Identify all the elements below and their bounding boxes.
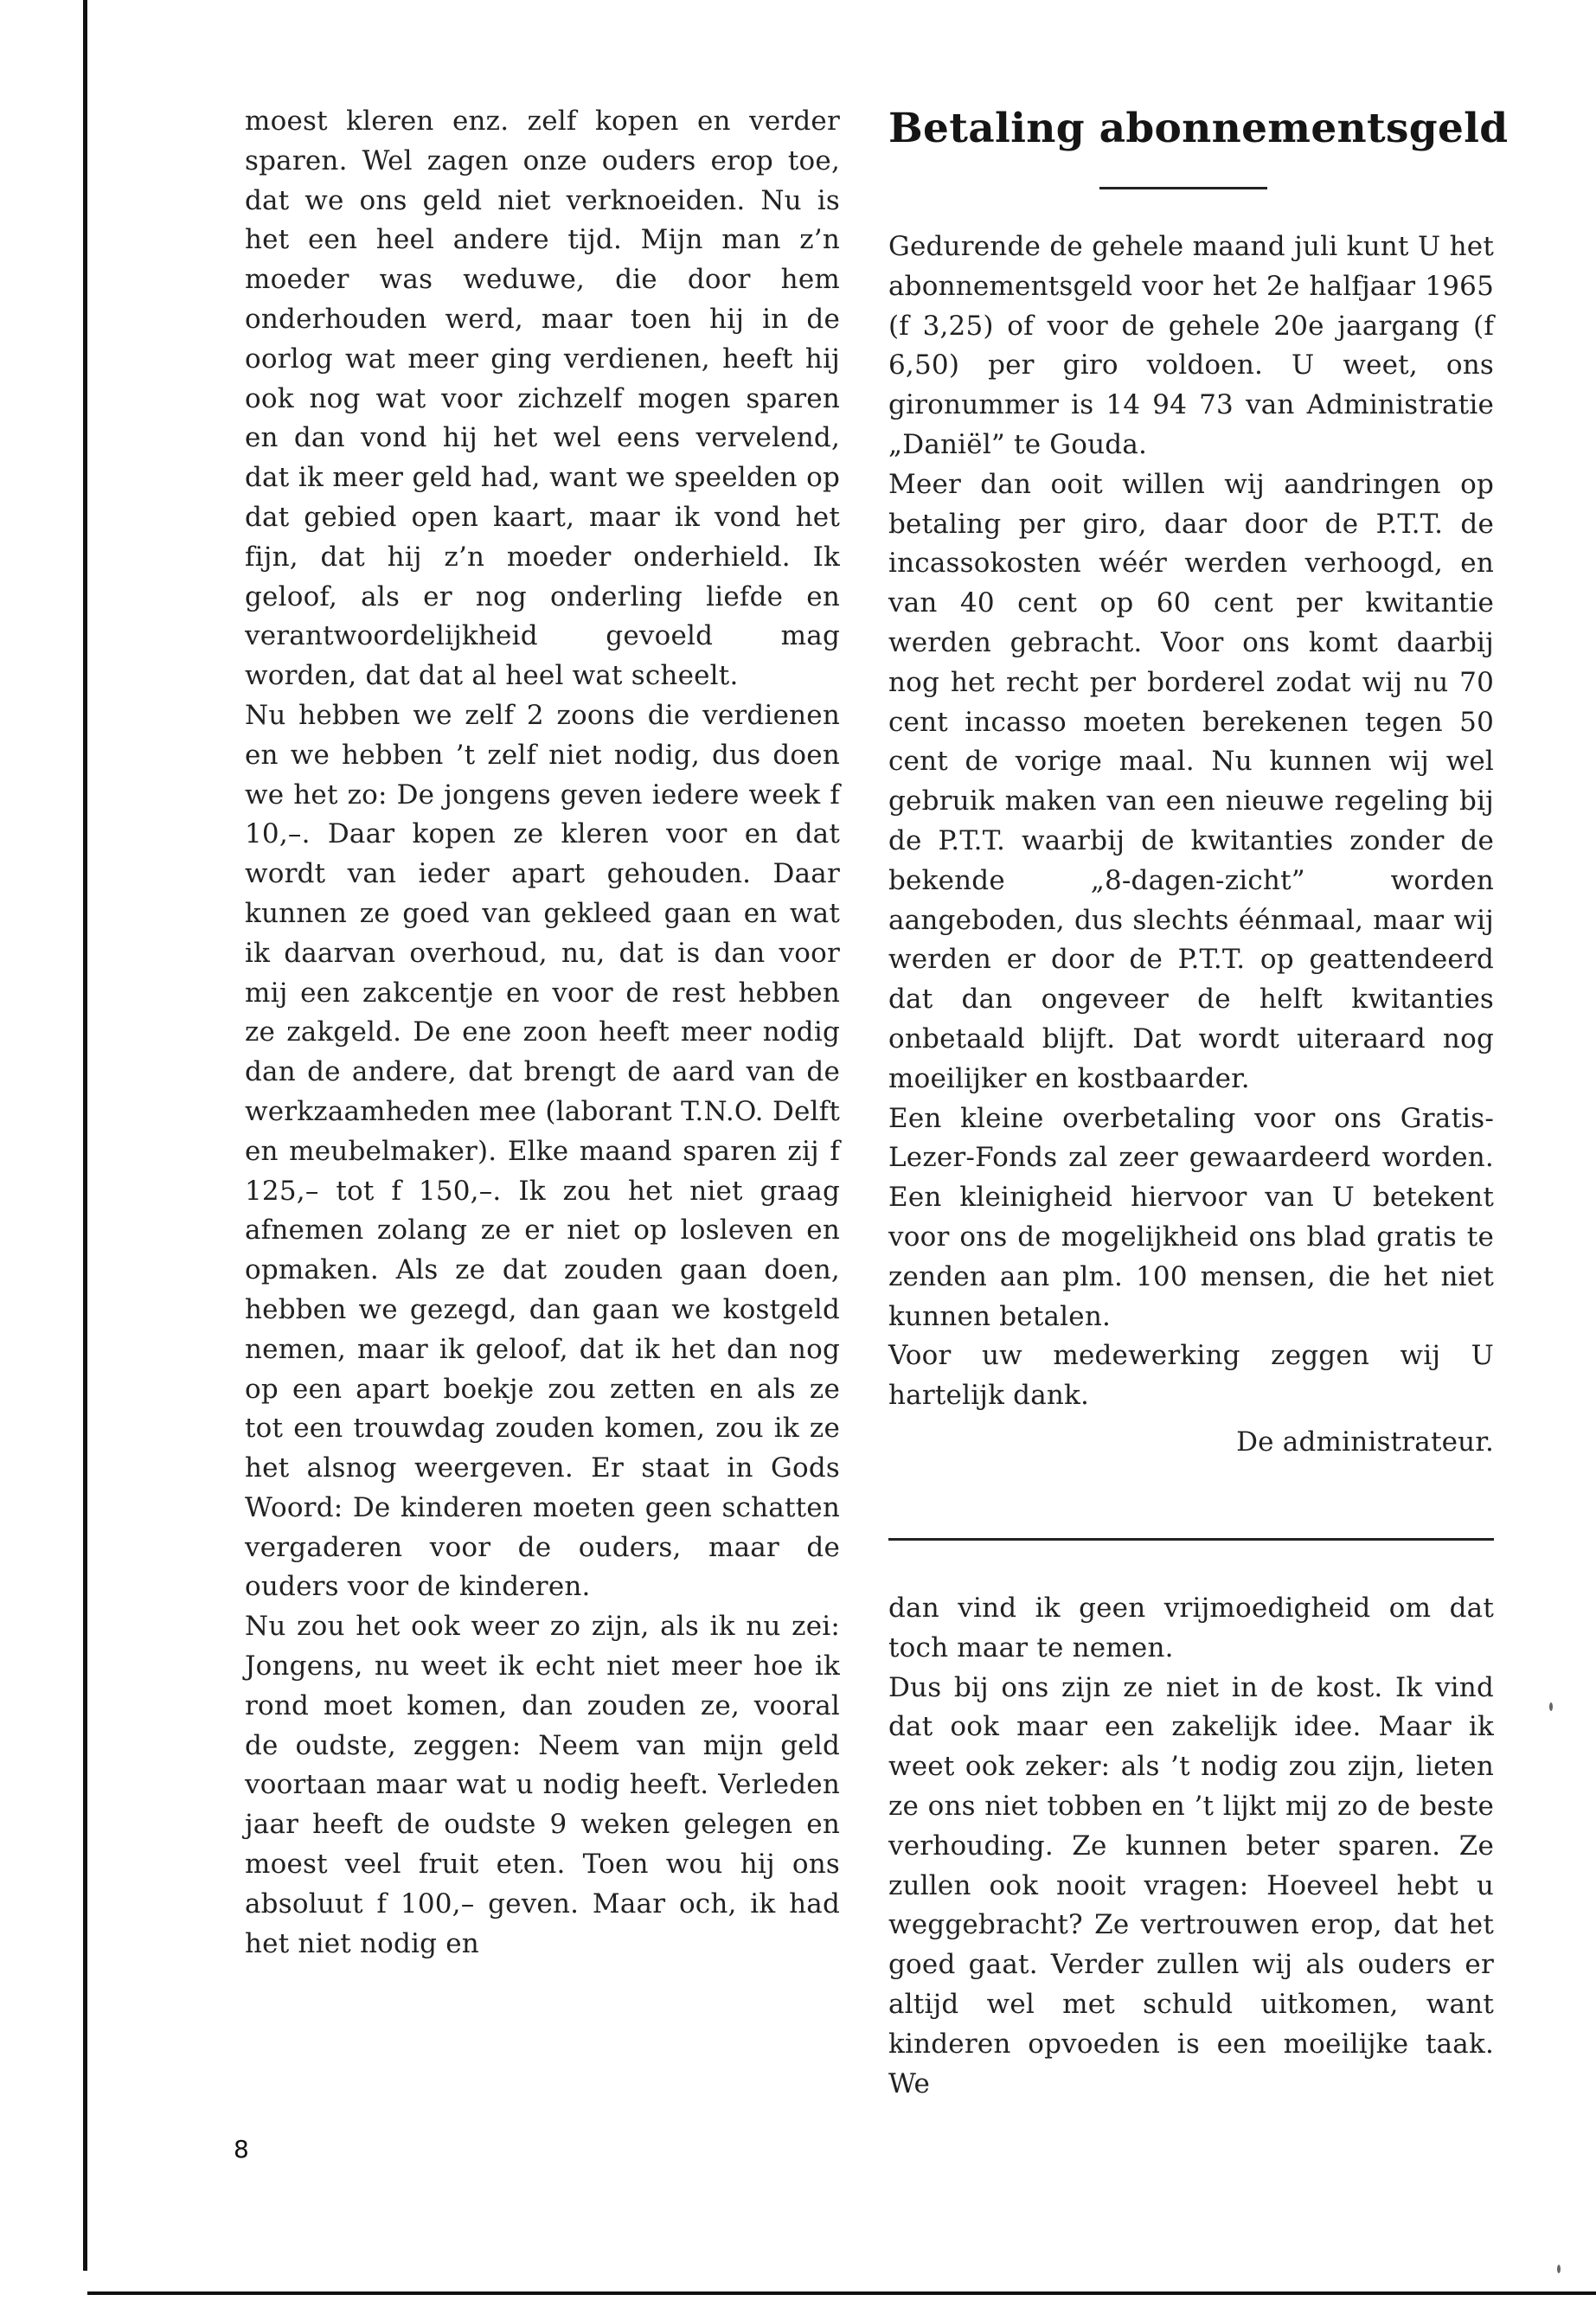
bottom-edge-line — [87, 2291, 1596, 2295]
notice-signature: De administrateur. — [1236, 1426, 1494, 1458]
scan-speck — [1549, 1702, 1553, 1711]
notice-paragraph: Meer dan ooit willen wij aandringen op betaling per giro, daar door de P.T.T. de incassokosten wéér werden verhoogd, en van 40 cent op 60 cent per kwitantie werden gebracht. Voor ons komt daarbij nog het recht per borderel zodat wij nu 70 cent incasso moeten berekenen tegen 50 cent de vorige maal. Nu kunnen wij wel gebruik maken van een nieuwe regeling bij de P.T.T. waarbij de kwitanties zonder de bekende „8-dagen-zicht” worden aangeboden, dus slechts éénmaal, maar wij werden er door de P.T.T. op geattendeerd dat dan ongeveer de helft kwitanties onbetaald blijft. Dat wordt uiteraard nog moeilijker en kostbaarder. — [888, 468, 1494, 1094]
section-divider — [888, 1538, 1494, 1541]
article-paragraph: Nu hebben we zelf 2 zoons die verdienen en we hebben ’t zelf niet nodig, dus doen we het zo: De jongens geven iedere week f 10,–. Daar kopen ze kleren voor en dat wordt van ieder apart gehouden. Daar kunnen ze goed van gekleed gaan en wat ik daarvan overhoud, nu, dat is dan voor mij een zakcentje en voor de rest hebben ze zakgeld. De ene zoon heeft meer nodig dan de andere, dat brengt de aard van de werkzaamheden mee (laborant T.N.O. Delft en meubelmaker). Elke maand sparen zij f 125,– tot f 150,–. Ik zou het niet graag afnemen zolang ze er niet op losleven en opmaken. Als ze dat zouden gaan doen, hebben we gezegd, dan gaan we kostgeld nemen, maar ik geloof, dat ik het dan nog op een apart boekje zou zetten en als ze tot een trouwdag zouden komen, zou ik ze het alsnog weergeven. Er staat in Gods Woord: De kinderen moeten geen schatten vergaderen voor de ouders, maar de ouders voor de kinderen. — [245, 699, 840, 1603]
article-paragraph: Nu zou het ook weer zo zijn, als ik nu zei: Jongens, nu weet ik echt niet meer hoe ik rond moet komen, dan zouden ze, vooral de oudste, zeggen: Neem van mijn geld voortaan maar wat u nodig heeft. Verleden jaar heeft de oudste 9 weken gelegen en moest veel fruit eten. Toen wou hij ons absoluut f 100,– geven. Maar och, ik had het niet nodig en — [245, 1611, 840, 1959]
binding-edge-line — [83, 0, 87, 2271]
subscription-notice — [888, 102, 1509, 1463]
title-underline — [1099, 187, 1267, 189]
notice-title: Betaling abonnementsgeld — [888, 105, 1509, 152]
article-paragraph: moest kleren enz. zelf kopen en verder sparen. Wel zagen onze ouders erop toe, dat we ons geld niet verknoeiden. Nu is het een heel andere tijd. Mijn man z’n moeder was weduwe, die door hem onderhouden werd, maar toen hij in de oorlog wat meer ging verdienen, heeft hij ook nog wat voor zichzelf mogen sparen en dan vond hij het wel eens vervelend, dat ik meer geld had, want we speelden op dat gebied open kaart, maar ik vond het fijn, dat hij z’n moeder onderhield. Ik geloof, als er nog onderling liefde en verantwoordelijkheid gevoeld mag worden, dat dat al heel wat scheelt. — [245, 106, 840, 692]
notice-paragraph: Gedurende de gehele maand juli kunt U het abonnementsgeld voor het 2e halfjaar 1965 (f 3,25) of voor de gehele 20e jaargang (f 6,50) per giro voldoen. U weet, ons gironummer is 14 94 73 van Administratie „Daniël” te Gouda. — [888, 231, 1494, 460]
notice-paragraph: Een kleine overbetaling voor ons Gratis-Lezer-Fonds zal zeer gewaardeerd worden. Een kleinigheid hiervoor van U betekent voor ons de mogelijkheid ons blad gratis te zenden aan plm. 100 mensen, die het niet kunnen betalen. — [888, 1102, 1494, 1332]
article-paragraph: Dus bij ons zijn ze niet in de kost. Ik vind dat ook maar een zakelijk idee. Maar ik weet ook zeker: als ’t nodig zou zijn, lieten ze ons niet tobben en ’t lijkt mij zo de beste verhouding. Ze kunnen beter sparen. Ze zullen ook nooit vragen: Hoeveel hebt u weggebracht? Ze vertrouwen erop, dat het goed gaat. Verder zullen wij als ouders er altijd wel met schuld uitkomen, want kinderen opvoeden is een moeilijke taak. We — [888, 1671, 1494, 2099]
notice-paragraph: Voor uw medewerking zeggen wij U hartelijk dank. — [888, 1340, 1494, 1412]
page-number: 8 — [234, 2135, 249, 2163]
right-article-continuation — [888, 1589, 1494, 2104]
article-paragraph: dan vind ik geen vrijmoedigheid om dat toch maar te nemen. — [888, 1593, 1494, 1663]
left-article-column — [245, 102, 840, 1964]
scan-speck — [1557, 2265, 1561, 2273]
